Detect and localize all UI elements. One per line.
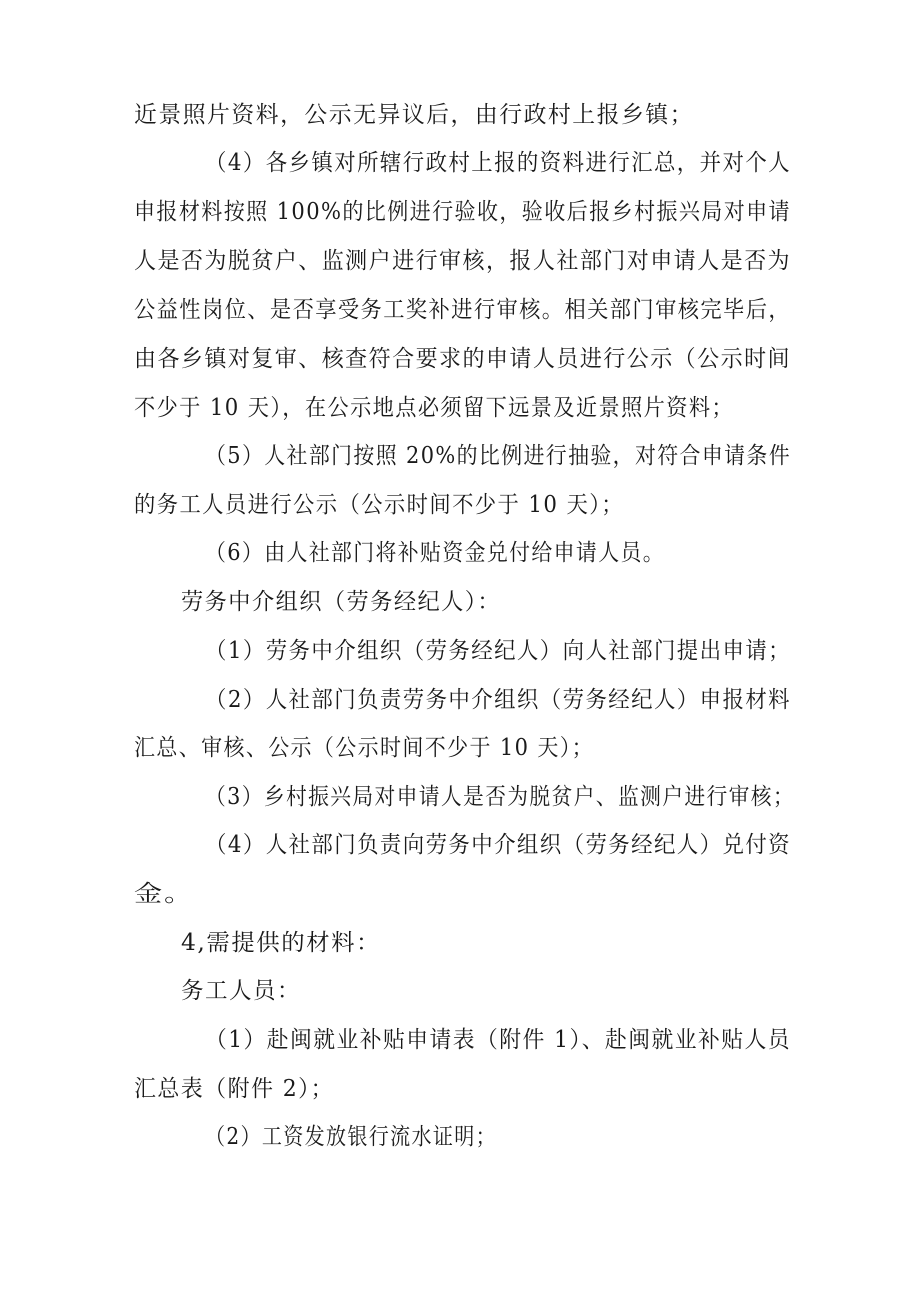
text-line: 人是否为脱贫户、监测户进行审核，报人社部门对申请人是否为 — [134, 248, 791, 274]
text-line: （1）赴闽就业补贴申请表（附件 1）、赴闽就业补贴人员 — [205, 1027, 791, 1053]
text-line: 的务工人员进行公示（公示时间不少于 10 天）； — [134, 492, 624, 518]
text-line: 汇总表（附件 2）； — [134, 1076, 334, 1102]
text-line: 不少于 10 天），在公示地点必须留下远景及近景照片资料； — [134, 395, 734, 421]
text-line: 汇总、审核、公示（公示时间不少于 10 天）； — [134, 735, 594, 761]
section-heading: 务工人员： — [181, 978, 301, 1004]
text-line: （4）人社部门负责向劳务中介组织（劳务经纪人）兑付资 — [205, 832, 791, 858]
text-line: 金。 — [134, 881, 194, 907]
text-line: 由各乡镇对复审、核查符合要求的申请人员进行公示（公示时间 — [134, 346, 791, 372]
text-line: （5）人社部门按照 20%的比例进行抽验，对符合申请条件 — [205, 443, 791, 469]
text-line: （1）劳务中介组织（劳务经纪人）向人社部门提出申请； — [205, 638, 791, 664]
text-line: （3）乡村振兴局对申请人是否为脱贫户、监测户进行审核； — [205, 784, 795, 810]
section-heading: 劳务中介组织（劳务经纪人）： — [181, 589, 501, 615]
section-heading: 4,需提供的材料： — [181, 930, 381, 956]
text-line: 申报材料按照 100%的比例进行验收，验收后报乡村振兴局对申请 — [134, 199, 791, 225]
text-line: （2）工资发放银行流水证明； — [205, 1124, 497, 1150]
text-line: （2）人社部门负责劳务中介组织（劳务经纪人）申报材料 — [205, 687, 791, 713]
text-line: 公益性岗位、是否享受务工奖补进行审核。相关部门审核完毕后， — [134, 297, 791, 323]
text-line: （4）各乡镇对所辖行政村上报的资料进行汇总，并对个人 — [205, 150, 791, 176]
text-line: 近景照片资料，公示无异议后，由行政村上报乡镇； — [134, 102, 694, 128]
text-line: （6）由人社部门将补贴资金兑付给申请人员。 — [205, 540, 665, 566]
